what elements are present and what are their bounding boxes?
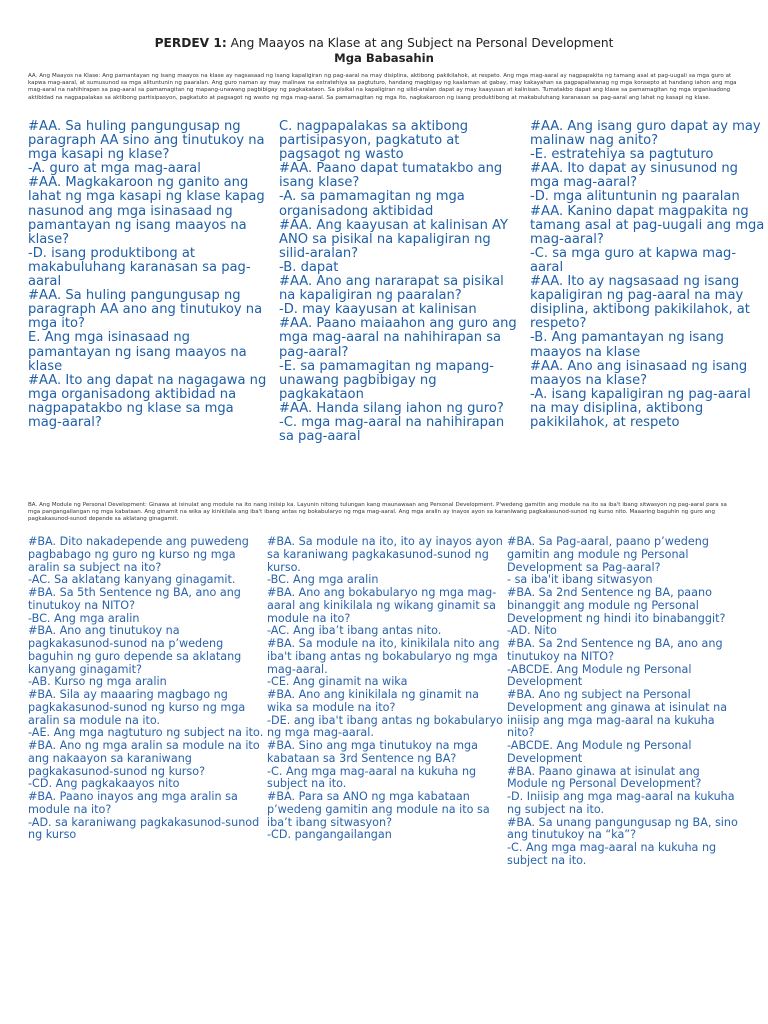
qa-line: -D. Iniisip ang mga mag-aaral na kukuha ng subject na ito. — [507, 790, 735, 816]
title-code: PERDEV 1: — [154, 36, 227, 50]
qa-line: -CD. Ang pagkakaayos nito — [28, 777, 180, 791]
qa-line: #AA. Ano ang nararapat sa pisikal na kapaligiran ng paaralan? — [279, 274, 504, 304]
qa-line: #AA. Magkakaroon ng ganito ang lahat ng mga kasapi ng klase kapag nasunod ang mga isinasaad ng pamantayan ng isang maayos na klase? — [28, 175, 265, 247]
qa-line: #AA. Ano ang isinasaad ng isang maayos na klase? — [530, 358, 748, 388]
qa-line: -AE. Ang mga nagtuturo ng subject na ito. — [28, 726, 264, 740]
qa-line: #BA. Sa Pag-aaral, paano p’wedeng gamitin ang module ng Personal Development sa Pag-aaral? — [507, 535, 709, 574]
section-ba-paragraph: BA. Ang Module ng Personal Development: Ginawa at isinulat ang module na ito nang iniisip ka. Layunin nitong tulungan kang maunawaan ang Personal Development. P'wedeng gamitin ang module na ito sa iba't ibang sitwasyon ng pag-aaral para sa mga pangangailangan ng mga kabataan. Ang ginamit na wika ay kinikilala ang iba't ibang antas ng bokabularyo ng mga mag-aaral. Ang mga aralin ay inayos ayon sa karaniwang pagkakasunod-sunod ng kurso nito. Maaaring baguhin ng guro ang pagkakasunod-sunod depende sa aklatang ginagamit. — [28, 502, 727, 523]
qa-line: -AC. Ang iba’t ibang antas nito. — [267, 624, 442, 638]
qa-line: -C. sa mga guro at kapwa mag-aaral — [530, 245, 737, 275]
qa-line: -B. Ang pamantayan ng isang maayos na klase — [530, 330, 724, 360]
qa-line: #AA. Ito dapat ay sinusunod ng mga mag-aaral? — [530, 161, 738, 191]
qa-line: #BA. Sa module na ito, ito ay inayos ayon sa karaniwang pagkakasunod-sunod ng kurso. — [267, 535, 503, 574]
qa-line: -D. mga alituntunin ng paaralan — [530, 189, 740, 205]
section-ba-column-1 — [28, 536, 264, 842]
qa-line: -E. estratehiya sa pagtuturo — [530, 147, 714, 163]
qa-line: -AD. sa karaniwang pagkakasunod-sunod ng kurso — [28, 815, 260, 842]
qa-line: -E. sa pamamagitan ng mapang-unawang pagbibigay ng pagkakataon — [279, 358, 495, 402]
qa-line: -BC. Ang mga aralin — [267, 573, 379, 587]
qa-line: -D. may kaayusan at kalinisan — [279, 302, 477, 318]
qa-line: -C. Ang mga mag-aaral na kukuha ng subject na ito. — [507, 841, 717, 867]
page-subtitle: Mga Babasahin — [334, 51, 434, 65]
page-header — [0, 36, 768, 65]
qa-line: #AA. Ito ang dapat na nagagawa ng mga organisadong aktibidad na nagpapatakbo ng klase sa mga mag-aaral? — [28, 372, 267, 430]
qa-line: #AA. Ang isang guro dapat ay may malinaw nag anito? — [530, 119, 761, 149]
qa-line: -A. sa pamamagitan ng mga organisadong aktibidad — [279, 189, 465, 219]
qa-line: -ABCDE. Ang Module ng Personal Development — [507, 662, 692, 689]
qa-line: - sa iba'it ibang sitwasyon — [507, 573, 653, 587]
qa-line: #BA. Sa 2nd Sentence ng BA, ano ang tinutukoy na NITO? — [507, 637, 723, 663]
qa-line: #BA. Sa 2nd Sentence ng BA, paano binanggit ang module ng Personal Development ng hindi ito binabanggit? — [507, 586, 726, 625]
qa-line: -C. Ang mga mag-aaral na kukuha ng subject na ito. — [267, 764, 477, 791]
section-ba-column-3 — [507, 536, 743, 868]
qa-line: #BA. Dito nakadepende ang puwedeng pagbabago ng guro ng kurso ng mga aralin sa subject na ito? — [28, 535, 249, 574]
qa-line: #AA. Sa huling pangungusap ng paragraph AA sino ang tinutukoy na mga kasapi ng klase? — [28, 119, 265, 163]
qa-line: #BA. Sa module na ito, kinikilala nito ang iba't ibang antas ng bokabularyo ng mga mag-aaral. — [267, 637, 500, 676]
qa-line: E. Ang mga isinasaad ng pamantayan ng isang maayos na klase — [28, 330, 247, 374]
qa-line: #BA. Sino ang mga tinutukoy na mga kabataan sa 3rd Sentence ng BA? — [267, 739, 478, 765]
section-ba-column-2 — [267, 536, 503, 842]
qa-line: #BA. Ano ng subject na Personal Development ang ginawa at isinulat na iniisip ang mga mag-aaral na kukuha nito? — [507, 688, 728, 740]
qa-line: -ABCDE. Ang Module ng Personal Development — [507, 739, 692, 765]
qa-line: -AB. Kurso ng mga aralin — [28, 675, 167, 689]
qa-line: #BA. Para sa ANO ng mga kabataan p’wedeng gamitin ang module na ito sa iba’t ibang sitwasyon? — [267, 790, 490, 829]
title-text: Ang Maayos na Klase at ang Subject na Personal Development — [226, 36, 614, 50]
qa-line: -CE. Ang ginamit na wika — [267, 675, 408, 689]
qa-line: #AA. Sa huling pangungusap ng paragraph AA ano ang tinutukoy na mga ito? — [28, 288, 263, 332]
section-aa-column-3 — [530, 120, 766, 430]
qa-line: #BA. Ano ang bokabularyo ng mga mag-aaral ang kinikilala ng wikang ginamit sa module na ito? — [267, 586, 497, 625]
qa-line: #AA. Handa silang iahon ng guro? — [279, 400, 504, 416]
qa-line: -BC. Ang mga aralin — [28, 611, 140, 625]
qa-line: #BA. Ano ang tinutukoy na pagkakasunod-sunod na p’wedeng baguhin ng guro depende sa aklatang kanyang ginagamit? — [28, 624, 242, 676]
qa-line: #AA. Paano maiaahon ang guro ang mga mag-aaral na nahihirapan sa pag-aaral? — [279, 316, 517, 360]
qa-line: #BA. Ano ang kinikilala ng ginamit na wika sa module na ito? — [267, 688, 480, 714]
qa-line: -C. mga mag-aaral na nahihirapan sa pag-aaral — [279, 414, 505, 445]
qa-line: C. nagpapalakas sa aktibong partisipasyon, pagkatuto at pagsagot ng wasto — [279, 119, 469, 163]
qa-line: #BA. Sila ay maaaring magbago ng pagkakasunod-sunod ng kurso ng mga aralin sa module na ito. — [28, 688, 246, 727]
qa-line: #AA. Ang kaayusan at kalinisan AY ANO sa pisikal na kapaligiran ng silid-aralan? — [279, 217, 508, 261]
qa-line: #AA. Kanino dapat magpakita ng tamang asal at pag-uugali ang mga mag-aaral? — [530, 203, 765, 247]
qa-line: #BA. Paano ginawa at isinulat ang Module ng Personal Development? — [507, 764, 702, 791]
qa-line: #AA. Ito ay nagsasaad ng isang kapaligiran ng pag-aaral na may disiplina, aktibong pakikilahok, at respeto? — [530, 274, 750, 332]
section-aa-paragraph: AA. Ang Maayos na Klase: Ang pamantayan ng isang maayos na klase ay nagsasaad ng isang kapaligiran ng pag-aaral na may disiplina, aktibong pakikilahok, at respeto. Ang mga mag-aaral ay nagpapakita ng tamang asal at pag-uugali sa mga guro at kapwa mag-aaral, at sumusunod sa mga alituntunin ng paaralan. Ang guro naman ay may malinaw na estratehiya sa pagtuturo, handang magbigay ng kaalaman at gabay, may kakayahan sa pagpapaliwanag ng mga konsepto at handang iahon ang mga mag-aaral na nahihirapan sa pag-aaral sa pamamagitan ng mapang-unawang pagbibigay ng pagkakataon. Sa pisikal na kapaligiran ng silid-aralan dapat ay may kaayusan at kalinisan. Tumatakbo dapat ang klase sa pamamagitan ng mga organisadong aktibidad na nagpapalakas sa aktibong partisipasyon, pagkatuto at pagsagot ng wasto ng mga mag-aaral. Sa pamamagitan ng mga ito, nagkakaroon ng isang produktibong at makabuluhang karanasan sa pag-aaral ang lahat ng kasapi ng klase. — [28, 73, 737, 101]
page-title — [0, 36, 768, 51]
qa-line: #BA. Sa unang pangungusap ng BA, sino ang tinutukoy na “ka”? — [507, 815, 738, 842]
section-aa-column-1 — [28, 120, 270, 430]
qa-line: -AD. Nito — [507, 624, 557, 638]
qa-line: -A. isang kapaligiran ng pag-aaral na may disiplina, aktibong pakikilahok, at respeto — [530, 386, 751, 430]
qa-line: #BA. Paano inayos ang mga aralin sa module na ito? — [28, 790, 238, 816]
qa-line: -DE. ang iba't ibang antas ng bokabularyo ng mga mag-aaral. — [267, 713, 503, 740]
qa-line: -D. isang produktibong at makabuluhang karanasan sa pag-aaral — [28, 245, 251, 290]
qa-line: #BA. Sa 5th Sentence ng BA, ano ang tinutukoy na NITO? — [28, 586, 241, 612]
qa-line: -AC. Sa aklatang kanyang ginagamit. — [28, 573, 236, 587]
qa-line: -CD. pangangailangan — [267, 828, 392, 842]
qa-line: -B. dapat — [279, 259, 339, 275]
qa-line: #BA. Ano ng mga aralin sa module na ito ang nakaayon sa karaniwang pagkakasunod-sunod ng kurso? — [28, 739, 260, 778]
section-aa-column-2 — [279, 120, 521, 444]
qa-line: #AA. Paano dapat tumatakbo ang isang klase? — [279, 161, 503, 191]
qa-line: -A. guro at mga mag-aaral — [28, 161, 201, 177]
